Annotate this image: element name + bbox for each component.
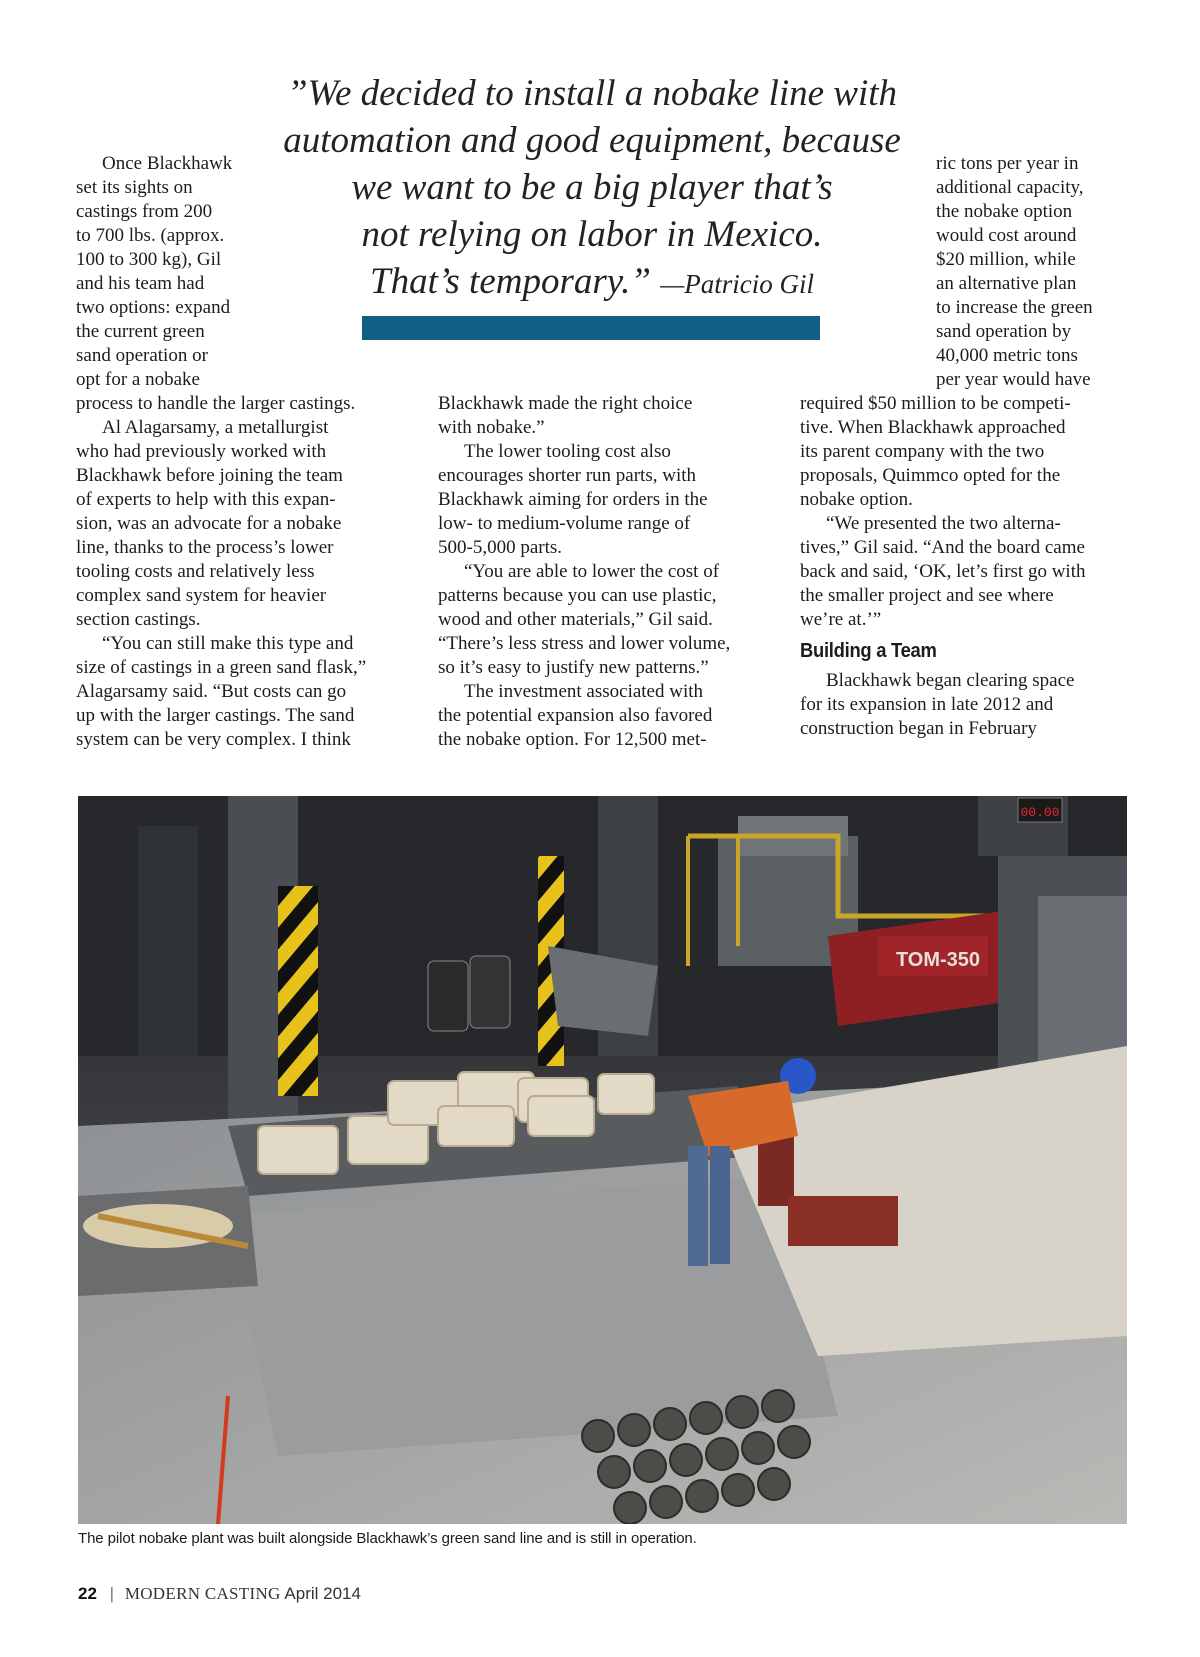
page-footer bbox=[78, 1584, 361, 1604]
text-line: nobake option. bbox=[800, 489, 913, 510]
text-line: the current green bbox=[76, 321, 205, 342]
text-line: we’re at.’” bbox=[800, 609, 882, 630]
column-3-body bbox=[800, 392, 1120, 741]
text-line: “You can still make this type and bbox=[102, 633, 354, 654]
text-line: the smaller project and see where bbox=[800, 585, 1054, 606]
text-line: back and said, ‘OK, let’s first go with bbox=[800, 561, 1086, 582]
text-line: low- to medium-volume range of bbox=[438, 513, 691, 534]
text-line: tives,” Gil said. “And the board came bbox=[800, 537, 1085, 558]
text-line: the potential expansion also favored bbox=[438, 705, 713, 726]
text-line: who had previously worked with bbox=[76, 441, 327, 462]
text-line: so it’s easy to justify new patterns.” bbox=[438, 657, 709, 678]
text-line: “You are able to lower the cost of bbox=[464, 561, 720, 582]
foundry-photo bbox=[78, 796, 1127, 1524]
text-line: proposals, Quimmco opted for the bbox=[800, 465, 1061, 486]
text-line: ric tons per year in bbox=[936, 153, 1079, 174]
text-line: Blackhawk before joining the team bbox=[76, 465, 343, 486]
counter-display: 00.00 bbox=[1020, 805, 1060, 820]
text-line: castings from 200 bbox=[76, 201, 213, 222]
pull-quote-bar bbox=[362, 316, 820, 340]
column-2-body bbox=[438, 392, 748, 752]
text-line: sand operation or bbox=[76, 345, 208, 366]
text-line: per year would have bbox=[936, 369, 1091, 390]
pull-quote-line: not relying on labor in Mexico. bbox=[361, 214, 823, 255]
text-line: encourages shorter run parts, with bbox=[438, 465, 697, 486]
text-line: an alternative plan bbox=[936, 273, 1077, 294]
column-1-body bbox=[76, 392, 386, 752]
machine-label: TOM-350 bbox=[895, 949, 981, 971]
text-line: Alagarsamy said. “But costs can go bbox=[76, 681, 347, 702]
text-line: system can be very complex. I think bbox=[76, 729, 351, 750]
text-line: line, thanks to the process’s lower bbox=[76, 537, 334, 558]
text-line: would cost around bbox=[936, 225, 1077, 246]
text-line: of experts to help with this expan- bbox=[76, 489, 336, 510]
text-line: The lower tooling cost also bbox=[464, 441, 671, 462]
text-line: “We presented the two alterna- bbox=[826, 513, 1061, 534]
text-line: to 700 lbs. (approx. bbox=[76, 225, 225, 246]
text-line: wood and other materials,” Gil said. bbox=[438, 609, 713, 630]
page-number: 22 bbox=[78, 1584, 97, 1603]
text-line: 100 to 300 kg), Gil bbox=[76, 249, 222, 270]
foundry-scene-illustration bbox=[78, 796, 1127, 1524]
text-line: sion, was an advocate for a nobake bbox=[76, 513, 342, 534]
text-line: complex sand system for heavier bbox=[76, 585, 327, 606]
text-line: tooling costs and relatively less bbox=[76, 561, 315, 582]
text-line: Once Blackhawk bbox=[102, 153, 233, 174]
text-line: 500-5,000 parts. bbox=[438, 537, 563, 558]
pull-quote-last-line bbox=[262, 258, 922, 308]
text-line: Al Alagarsamy, a metallurgist bbox=[102, 417, 329, 438]
text-line: to increase the green bbox=[936, 297, 1093, 318]
pull-quote-line: automation and good equipment, because bbox=[283, 120, 901, 161]
text-line: process to handle the larger castings. bbox=[76, 393, 356, 414]
text-line: two options: expand bbox=[76, 297, 231, 318]
text-line: sand operation by bbox=[936, 321, 1072, 342]
text-line: construction began in February bbox=[800, 718, 1037, 739]
pull-quote-line: That’s temporary.” bbox=[370, 261, 651, 302]
photo-caption: The pilot nobake plant was built alongside Blackhawk’s green sand line and is still in operation. bbox=[78, 1530, 697, 1547]
text-line: Blackhawk aiming for orders in the bbox=[438, 489, 708, 510]
column-3-intro bbox=[936, 152, 1116, 392]
text-line: patterns because you can use plastic, bbox=[438, 585, 717, 606]
magazine-name: MODERN CASTING bbox=[124, 1584, 281, 1603]
text-line: section castings. bbox=[76, 609, 201, 630]
text-line: and his team had bbox=[76, 273, 205, 294]
text-line: Blackhawk began clearing space bbox=[826, 670, 1075, 691]
pull-quote-line: ”We decided to install a nobake line with bbox=[286, 73, 898, 114]
text-line: opt for a nobake bbox=[76, 369, 200, 390]
pull-quote-line: we want to be a big player that’s bbox=[351, 167, 833, 208]
text-line: with nobake.” bbox=[438, 417, 545, 438]
text-line: the nobake option. For 12,500 met- bbox=[438, 729, 707, 750]
column-1-intro bbox=[76, 152, 246, 392]
text-line: required $50 million to be competi- bbox=[800, 393, 1071, 414]
text-line: “There’s less stress and lower volume, bbox=[438, 633, 731, 654]
issue-date: April 2014 bbox=[284, 1584, 361, 1603]
text-line: set its sights on bbox=[76, 177, 193, 198]
text-line: $20 million, while bbox=[936, 249, 1076, 270]
text-line: its parent company with the two bbox=[800, 441, 1045, 462]
text-line: 40,000 metric tons bbox=[936, 345, 1078, 366]
footer-separator: | bbox=[109, 1584, 115, 1603]
text-line: Blackhawk made the right choice bbox=[438, 393, 693, 414]
section-subheading: Building a Team bbox=[800, 640, 937, 662]
text-line: up with the larger castings. The sand bbox=[76, 705, 355, 726]
text-line: additional capacity, bbox=[936, 177, 1084, 198]
text-line: for its expansion in late 2012 and bbox=[800, 694, 1054, 715]
pull-quote bbox=[262, 70, 922, 308]
text-line: tive. When Blackhawk approached bbox=[800, 417, 1066, 438]
text-line: The investment associated with bbox=[464, 681, 704, 702]
pull-quote-attribution: —Patricio Gil bbox=[660, 269, 814, 299]
text-line: size of castings in a green sand flask,” bbox=[76, 657, 367, 678]
text-line: the nobake option bbox=[936, 201, 1073, 222]
